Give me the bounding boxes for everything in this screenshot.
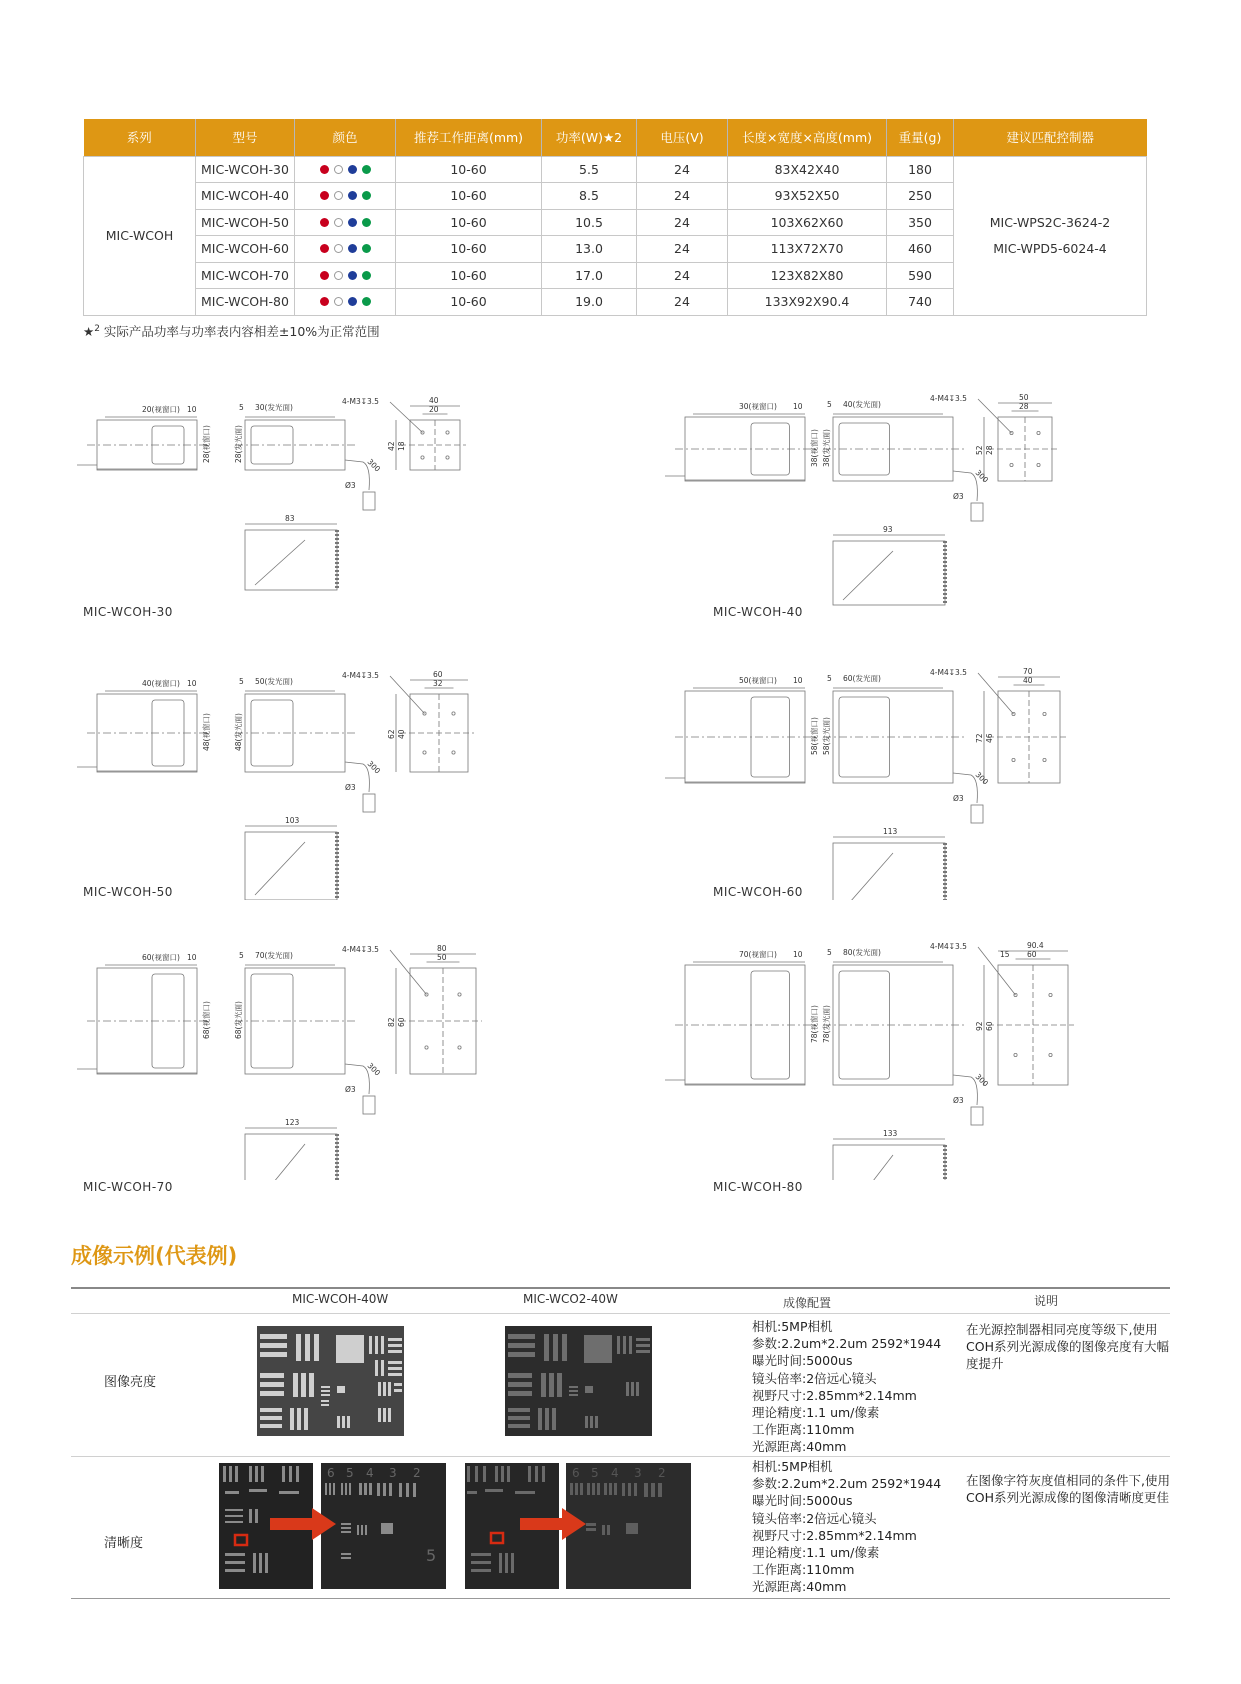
svg-text:28: 28 — [1019, 402, 1029, 411]
header-weight: 重量(g) — [887, 119, 954, 156]
drawing-label: MIC-WCOH-30 — [83, 605, 173, 619]
model-cell: MIC-WCOH-60 — [196, 236, 295, 263]
svg-text:5: 5 — [239, 951, 244, 960]
svg-text:30(视窗口): 30(视窗口) — [739, 402, 777, 411]
header-size: 长度×宽度×高度(mm) — [728, 119, 887, 156]
svg-text:60: 60 — [985, 1021, 994, 1031]
controller-model: MIC-WPD5-6024-4 — [993, 241, 1107, 256]
svg-text:48(视窗口): 48(视窗口) — [202, 713, 211, 751]
svg-text:28(视窗口): 28(视窗口) — [202, 425, 211, 463]
svg-text:42: 42 — [387, 441, 396, 451]
svg-text:28(发光面): 28(发光面) — [234, 425, 243, 463]
svg-text:50: 50 — [1019, 393, 1029, 402]
svg-text:5: 5 — [239, 677, 244, 686]
svg-text:50(视窗口): 50(视窗口) — [739, 676, 777, 685]
svg-text:38(发光面): 38(发光面) — [822, 429, 831, 467]
svg-text:48(发光面): 48(发光面) — [234, 713, 243, 751]
svg-text:10: 10 — [187, 953, 197, 962]
config-line: 视野尺寸:2.85mm*2.14mm — [752, 1527, 917, 1543]
svg-text:123: 123 — [285, 1118, 300, 1127]
svg-text:60(发光面): 60(发光面) — [843, 674, 881, 683]
svg-text:38(视窗口): 38(视窗口) — [810, 429, 819, 467]
color-cell — [295, 209, 396, 236]
color-dot-icon — [320, 297, 329, 306]
col-head-coh: MIC-WCOH-40W — [292, 1292, 389, 1306]
svg-text:40: 40 — [397, 729, 406, 739]
svg-text:300: 300 — [973, 770, 991, 787]
drawing-label: MIC-WCOH-70 — [83, 1180, 173, 1194]
arrow-icon — [270, 1508, 340, 1544]
color-dot-icon — [362, 297, 371, 306]
model-cell: MIC-WCOH-70 — [196, 262, 295, 289]
color-cell — [295, 183, 396, 210]
svg-text:5: 5 — [239, 403, 244, 412]
svg-text:68(视窗口): 68(视窗口) — [202, 1001, 211, 1039]
svg-text:10: 10 — [793, 676, 803, 685]
divider — [71, 1287, 1170, 1289]
divider — [71, 1598, 1170, 1599]
row-label-brightness: 图像亮度 — [104, 1375, 157, 1390]
svg-text:70(视窗口): 70(视窗口) — [739, 950, 777, 959]
config-line: 光源距离:40mm — [752, 1439, 847, 1455]
drawing-label: MIC-WCOH-40 — [713, 605, 803, 619]
weight-cell: 590 — [887, 262, 954, 289]
color-dot-icon — [348, 165, 357, 174]
svg-text:15: 15 — [1000, 950, 1010, 959]
color-dot-icon — [334, 218, 343, 227]
size-cell: 113X72X70 — [728, 236, 887, 263]
svg-text:2: 2 — [658, 1466, 666, 1480]
color-dot-icon — [348, 244, 357, 253]
svg-text:3: 3 — [389, 1466, 397, 1480]
svg-text:20: 20 — [429, 405, 439, 414]
technical-drawing — [663, 370, 1183, 620]
svg-text:10: 10 — [187, 679, 197, 688]
color-cell — [295, 236, 396, 263]
svg-text:46: 46 — [985, 733, 994, 743]
svg-text:4-M4↧3.5: 4-M4↧3.5 — [930, 668, 967, 677]
svg-text:83: 83 — [285, 514, 295, 523]
svg-text:300: 300 — [973, 468, 991, 485]
color-dot-icon — [334, 244, 343, 253]
svg-text:58(发光面): 58(发光面) — [822, 717, 831, 755]
svg-text:62: 62 — [387, 729, 396, 739]
divider — [71, 1456, 1170, 1457]
svg-text:40(发光面): 40(发光面) — [843, 400, 881, 409]
arrow-icon — [520, 1508, 590, 1544]
dimension-drawing — [663, 930, 1183, 1184]
svg-text:5: 5 — [827, 400, 832, 409]
svg-text:103: 103 — [285, 816, 300, 825]
desc-sharpness: 在图像字符灰度值相同的条件下,使用COH系列光源成像的图像清晰度更佳 — [966, 1473, 1170, 1506]
svg-text:5: 5 — [426, 1546, 437, 1565]
svg-text:Ø3: Ø3 — [345, 783, 356, 792]
svg-text:78(发光面): 78(发光面) — [822, 1005, 831, 1043]
voltage-cell: 24 — [637, 183, 728, 210]
svg-text:40(视窗口): 40(视窗口) — [142, 679, 180, 688]
config-sharpness — [752, 1458, 941, 1596]
svg-text:2: 2 — [413, 1466, 421, 1480]
voltage-cell: 24 — [637, 236, 728, 263]
color-dot-icon — [348, 271, 357, 280]
config-line: 视野尺寸:2.85mm*2.14mm — [752, 1387, 917, 1403]
config-line: 镜头倍率:2倍远心镜头 — [752, 1370, 877, 1386]
svg-text:4-M4↧3.5: 4-M4↧3.5 — [342, 671, 379, 680]
config-line: 相机:5MP相机 — [752, 1319, 833, 1334]
col-head-co2: MIC-WCO2-40W — [523, 1292, 618, 1306]
color-dot-icon — [320, 191, 329, 200]
svg-text:40: 40 — [429, 396, 439, 405]
svg-text:50: 50 — [437, 953, 447, 962]
distance-cell: 10-60 — [396, 236, 542, 263]
distance-cell: 10-60 — [396, 156, 542, 183]
power-cell: 19.0 — [542, 289, 637, 316]
svg-text:5: 5 — [827, 948, 832, 957]
svg-text:82: 82 — [387, 1017, 396, 1027]
svg-text:78(视窗口): 78(视窗口) — [810, 1005, 819, 1043]
row-label-sharpness: 清晰度 — [104, 1536, 144, 1551]
svg-text:93: 93 — [883, 525, 893, 534]
model-cell: MIC-WCOH-80 — [196, 289, 295, 316]
color-dot-icon — [334, 165, 343, 174]
config-line: 参数:2.2um*2.2um 2592*1944 — [752, 1476, 942, 1492]
svg-text:60: 60 — [433, 670, 443, 679]
color-dot-icon — [320, 271, 329, 280]
svg-text:3: 3 — [634, 1466, 642, 1480]
svg-text:4-M4↧3.5: 4-M4↧3.5 — [342, 945, 379, 954]
svg-text:300: 300 — [365, 457, 383, 474]
config-line: 镜头倍率:2倍远心镜头 — [752, 1510, 877, 1526]
color-dot-icon — [362, 191, 371, 200]
svg-text:32: 32 — [433, 679, 443, 688]
col-head-config: 成像配置 — [783, 1296, 832, 1310]
config-line: 曝光时间:5000us — [752, 1493, 853, 1509]
header-power: 功率(W)★2 — [542, 119, 637, 156]
drawing-label: MIC-WCOH-80 — [713, 1180, 803, 1194]
weight-cell: 350 — [887, 209, 954, 236]
svg-text:60(视窗口): 60(视窗口) — [142, 953, 180, 962]
svg-text:90.4: 90.4 — [1027, 941, 1044, 950]
distance-cell: 10-60 — [396, 209, 542, 236]
voltage-cell: 24 — [637, 289, 728, 316]
color-dot-icon — [362, 271, 371, 280]
resolution-target-image — [505, 1326, 652, 1436]
svg-text:60: 60 — [397, 1017, 406, 1027]
size-cell: 103X62X60 — [728, 209, 887, 236]
dimension-drawing — [75, 930, 595, 1184]
dimension-drawing — [75, 650, 595, 904]
power-cell: 10.5 — [542, 209, 637, 236]
svg-text:18: 18 — [397, 441, 406, 451]
color-dot-icon — [348, 218, 357, 227]
divider — [71, 1313, 1170, 1314]
svg-text:300: 300 — [973, 1072, 991, 1089]
model-cell: MIC-WCOH-50 — [196, 209, 295, 236]
color-dot-icon — [362, 165, 371, 174]
spec-table — [83, 119, 1147, 316]
controller-cell — [954, 156, 1147, 315]
svg-text:70: 70 — [1023, 667, 1033, 676]
svg-text:4-M4↧3.5: 4-M4↧3.5 — [930, 394, 967, 403]
weight-cell: 250 — [887, 183, 954, 210]
voltage-cell: 24 — [637, 156, 728, 183]
color-dot-icon — [320, 218, 329, 227]
config-line: 光源距离:40mm — [752, 1579, 847, 1595]
svg-text:5: 5 — [346, 1466, 354, 1480]
model-cell: MIC-WCOH-40 — [196, 183, 295, 210]
star-icon: ★ — [83, 324, 95, 339]
svg-text:Ø3: Ø3 — [345, 1085, 356, 1094]
svg-text:52: 52 — [975, 445, 984, 455]
technical-drawing — [75, 370, 595, 620]
svg-text:40: 40 — [1023, 676, 1033, 685]
config-line: 曝光时间:5000us — [752, 1353, 853, 1369]
color-dot-icon — [320, 244, 329, 253]
spec-table-row — [84, 156, 1147, 183]
weight-cell: 740 — [887, 289, 954, 316]
color-cell — [295, 156, 396, 183]
color-dot-icon — [348, 297, 357, 306]
col-head-desc: 说明 — [1034, 1294, 1059, 1308]
resolution-target-image — [257, 1326, 404, 1436]
svg-text:10: 10 — [793, 950, 803, 959]
weight-cell: 460 — [887, 236, 954, 263]
svg-text:20(视窗口): 20(视窗口) — [142, 405, 180, 414]
svg-text:133: 133 — [883, 1129, 898, 1138]
target-image-co2-brightness — [505, 1326, 652, 1436]
spec-table-header — [84, 119, 1147, 156]
color-cell — [295, 289, 396, 316]
dimension-drawing — [75, 370, 595, 624]
config-line: 理论精度:1.1 um/像素 — [752, 1405, 880, 1421]
imaging-section-title: 成像示例(代表例) — [71, 1244, 238, 1268]
size-cell: 133X92X90.4 — [728, 289, 887, 316]
svg-text:Ø3: Ø3 — [345, 481, 356, 490]
svg-text:4: 4 — [366, 1466, 374, 1480]
voltage-cell: 24 — [637, 262, 728, 289]
svg-text:4: 4 — [611, 1466, 619, 1480]
highlight-box — [235, 1535, 247, 1545]
header-distance: 推荐工作距离(mm) — [396, 119, 542, 156]
color-dot-icon — [362, 218, 371, 227]
highlight-box — [491, 1533, 503, 1543]
color-dot-icon — [320, 165, 329, 174]
drawing-label: MIC-WCOH-50 — [83, 885, 173, 899]
size-cell: 123X82X80 — [728, 262, 887, 289]
svg-text:58(视窗口): 58(视窗口) — [810, 717, 819, 755]
svg-text:5: 5 — [827, 674, 832, 683]
size-cell: 83X42X40 — [728, 156, 887, 183]
controller-model: MIC-WPS2C-3624-2 — [989, 215, 1111, 230]
config-line: 工作距离:110mm — [752, 1422, 855, 1438]
header-color: 颜色 — [295, 119, 396, 156]
technical-drawing — [663, 650, 1183, 900]
header-model: 型号 — [196, 119, 295, 156]
technical-drawing — [75, 650, 595, 900]
series-cell: MIC-WCOH — [84, 156, 196, 315]
svg-text:50(发光面): 50(发光面) — [255, 677, 293, 686]
distance-cell: 10-60 — [396, 262, 542, 289]
color-dot-icon — [362, 244, 371, 253]
config-line: 理论精度:1.1 um/像素 — [752, 1545, 880, 1561]
distance-cell: 10-60 — [396, 183, 542, 210]
dimension-drawing — [663, 370, 1183, 624]
svg-text:Ø3: Ø3 — [953, 794, 964, 803]
color-dot-icon — [334, 271, 343, 280]
config-brightness — [752, 1318, 941, 1456]
svg-text:80(发光面): 80(发光面) — [843, 948, 881, 957]
header-series: 系列 — [84, 119, 196, 156]
svg-text:70(发光面): 70(发光面) — [255, 951, 293, 960]
svg-text:10: 10 — [187, 405, 197, 414]
config-line: 工作距离:110mm — [752, 1562, 855, 1578]
svg-text:6: 6 — [572, 1466, 580, 1480]
power-cell: 8.5 — [542, 183, 637, 210]
svg-text:5: 5 — [591, 1466, 599, 1480]
dimension-drawing — [663, 650, 1183, 904]
svg-text:68(发光面): 68(发光面) — [234, 1001, 243, 1039]
svg-text:Ø3: Ø3 — [953, 492, 964, 501]
svg-text:300: 300 — [365, 759, 383, 776]
svg-text:300: 300 — [365, 1061, 383, 1078]
distance-cell: 10-60 — [396, 289, 542, 316]
svg-text:80: 80 — [437, 944, 447, 953]
power-cell: 5.5 — [542, 156, 637, 183]
svg-text:10: 10 — [793, 402, 803, 411]
header-voltage: 电压(V) — [637, 119, 728, 156]
weight-cell: 180 — [887, 156, 954, 183]
drawing-label: MIC-WCOH-60 — [713, 885, 803, 899]
voltage-cell: 24 — [637, 209, 728, 236]
svg-text:30(发光面): 30(发光面) — [255, 403, 293, 412]
color-dot-icon — [348, 191, 357, 200]
color-cell — [295, 262, 396, 289]
technical-drawing — [663, 930, 1183, 1180]
power-cell: 17.0 — [542, 262, 637, 289]
svg-text:6: 6 — [327, 1466, 335, 1480]
config-line: 参数:2.2um*2.2um 2592*1944 — [752, 1336, 942, 1352]
svg-text:Ø3: Ø3 — [953, 1096, 964, 1105]
svg-text:4-M3↧3.5: 4-M3↧3.5 — [342, 397, 379, 406]
color-dot-icon — [334, 297, 343, 306]
desc-brightness: 在光源控制器相同亮度等级下,使用COH系列光源成像的图像亮度有大幅度提升 — [966, 1322, 1169, 1372]
svg-text:4-M4↧3.5: 4-M4↧3.5 — [930, 942, 967, 951]
svg-text:113: 113 — [883, 827, 898, 836]
power-tolerance-note: ★$^2$ 实际产品功率与功率表内容相差±10%为正常范围 — [83, 323, 380, 339]
config-line: 相机:5MP相机 — [752, 1459, 833, 1474]
svg-text:72: 72 — [975, 733, 984, 743]
technical-drawing — [75, 930, 595, 1180]
target-image-coh-brightness — [257, 1326, 404, 1436]
svg-text:92: 92 — [975, 1021, 984, 1031]
color-dot-icon — [334, 191, 343, 200]
power-cell: 13.0 — [542, 236, 637, 263]
model-cell: MIC-WCOH-30 — [196, 156, 295, 183]
svg-text:28: 28 — [985, 445, 994, 455]
size-cell: 93X52X50 — [728, 183, 887, 210]
header-controller: 建议匹配控制器 — [954, 119, 1147, 156]
svg-text:60: 60 — [1027, 950, 1037, 959]
